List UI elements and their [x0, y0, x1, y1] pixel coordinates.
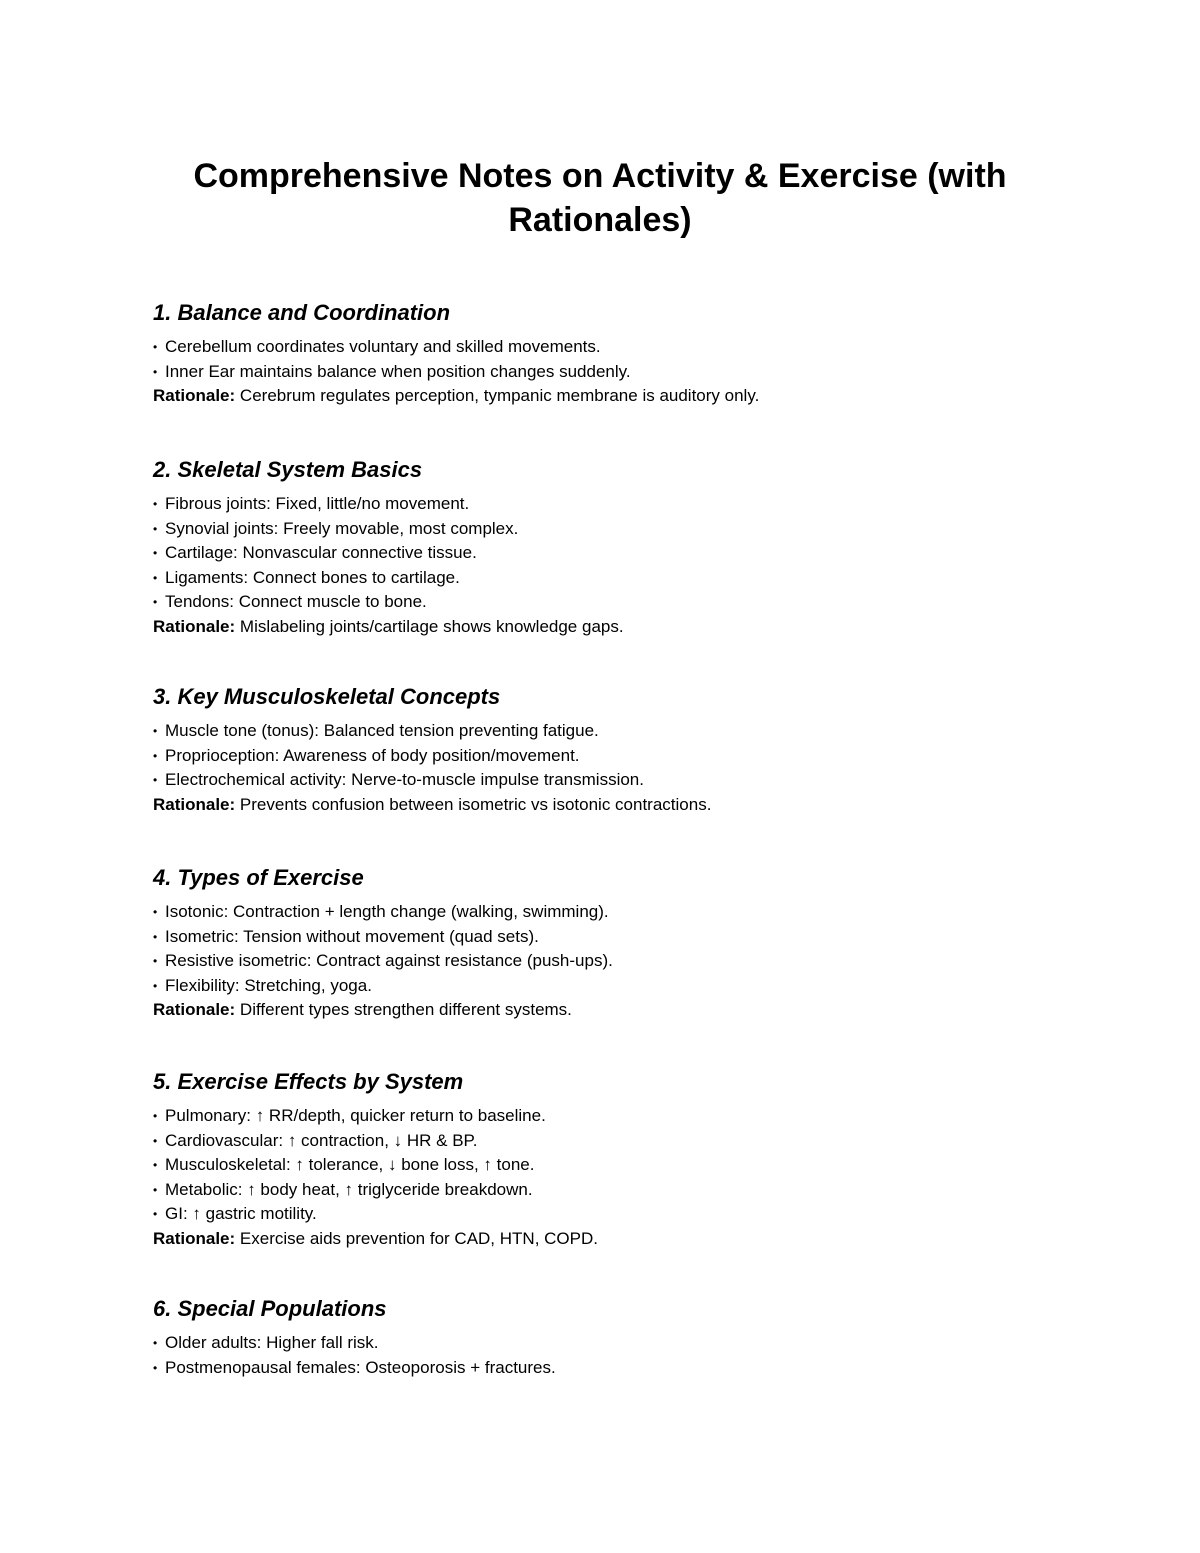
bullet-icon: • — [153, 546, 158, 560]
bullet-icon: • — [153, 724, 158, 738]
section-heading: 1. Balance and Coordination — [153, 300, 451, 325]
page-title-line-2: Rationales) — [508, 201, 692, 239]
rationale — [153, 384, 1073, 408]
list-item: • Ligaments: Connect bones to cartilage. — [153, 566, 1073, 591]
bullet-icon: • — [153, 340, 158, 354]
rationale — [153, 615, 1073, 639]
section-special-populations — [153, 1295, 1073, 1380]
bullet-icon: • — [153, 497, 158, 511]
list-item: • Metabolic: ↑ body heat, ↑ triglyceride breakdown. — [153, 1178, 1073, 1203]
list-item: • Inner Ear maintains balance when position changes suddenly. — [153, 360, 1073, 385]
section-heading: 4. Types of Exercise — [153, 865, 364, 890]
page-title — [0, 154, 1200, 242]
bullet-icon: • — [153, 905, 158, 919]
rationale-label: Rationale: — [153, 1000, 236, 1019]
rationale — [153, 1227, 1073, 1251]
rationale-text: Exercise aids prevention for CAD, HTN, COPD. — [239, 1228, 598, 1248]
bullet-icon: • — [153, 1133, 158, 1148]
rationale — [153, 998, 1073, 1022]
bullet-icon: • — [153, 978, 158, 993]
rationale-text: Cerebrum regulates perception, tympanic membrane is auditory only. — [239, 386, 760, 405]
section-exercise-effects — [153, 1068, 1073, 1250]
bullet-icon: • — [153, 1109, 158, 1123]
section-heading: 5. Exercise Effects by System — [153, 1069, 464, 1094]
rationale-text: Mislabeling joints/cartilage shows knowledge gaps. — [239, 616, 624, 636]
list-item: • Fibrous joints: Fixed, little/no movement. — [153, 492, 1073, 517]
bullet-icon: • — [153, 1182, 158, 1197]
bullet-icon: • — [153, 1158, 158, 1172]
bullet-icon: • — [153, 1336, 158, 1350]
bullet-icon: • — [153, 595, 158, 609]
section-heading: 2. Skeletal System Basics — [153, 457, 423, 482]
bullet-icon: • — [153, 521, 158, 536]
bullet-icon: • — [153, 929, 158, 944]
list-item: • Electrochemical activity: Nerve-to-muscle impulse transmission. — [153, 768, 1073, 793]
bullet-icon: • — [153, 364, 158, 379]
section-heading: 6. Special Populations — [153, 1296, 387, 1321]
list-item: • Cardiovascular: ↑ contraction, ↓ HR & BP. — [153, 1129, 1073, 1154]
rationale — [153, 793, 1073, 817]
rationale-label: Rationale: — [153, 794, 236, 814]
section-types-of-exercise — [153, 864, 1073, 1022]
bullet-icon: • — [153, 1360, 158, 1375]
rationale-text: Prevents confusion between isometric vs isotonic contractions. — [239, 794, 712, 814]
section-balance-coordination — [153, 299, 1073, 408]
bullet-icon: • — [153, 954, 158, 968]
list-item: • Cerebellum coordinates voluntary and skilled movements. — [153, 335, 1073, 360]
list-item: • Pulmonary: ↑ RR/depth, quicker return to baseline. — [153, 1104, 1073, 1129]
list-item: • Cartilage: Nonvascular connective tissue. — [153, 541, 1073, 566]
section-musculoskeletal-concepts — [153, 683, 1073, 816]
list-item: • GI: ↑ gastric motility. — [153, 1202, 1073, 1227]
list-item: • Tendons: Connect muscle to bone. — [153, 590, 1073, 615]
rationale-text: Different types strengthen different systems. — [239, 1000, 572, 1019]
rationale-label: Rationale: — [153, 616, 236, 636]
list-item: • Muscle tone (tonus): Balanced tension preventing fatigue. — [153, 719, 1073, 744]
page-title-line-1: Comprehensive Notes on Activity & Exercise (with — [193, 157, 1007, 195]
bullet-icon: • — [153, 773, 158, 787]
list-item: • Isometric: Tension without movement (quad sets). — [153, 925, 1073, 950]
section-skeletal-system — [153, 456, 1073, 638]
bullet-icon: • — [153, 570, 158, 585]
bullet-icon: • — [153, 1207, 158, 1221]
list-item: • Resistive isometric: Contract against resistance (push-ups). — [153, 949, 1073, 974]
list-item: • Flexibility: Stretching, yoga. — [153, 974, 1073, 999]
list-item: • Isotonic: Contraction + length change (walking, swimming). — [153, 900, 1073, 925]
list-item: • Proprioception: Awareness of body position/movement. — [153, 744, 1073, 769]
list-item: • Musculoskeletal: ↑ tolerance, ↓ bone loss, ↑ tone. — [153, 1153, 1073, 1178]
list-item: • Synovial joints: Freely movable, most complex. — [153, 517, 1073, 542]
list-item: • Postmenopausal females: Osteoporosis + fractures. — [153, 1356, 1073, 1381]
rationale-label: Rationale: — [153, 1228, 236, 1248]
bullet-icon: • — [153, 748, 158, 763]
section-heading: 3. Key Musculoskeletal Concepts — [153, 684, 501, 709]
rationale-label: Rationale: — [153, 386, 236, 405]
list-item: • Older adults: Higher fall risk. — [153, 1331, 1073, 1356]
